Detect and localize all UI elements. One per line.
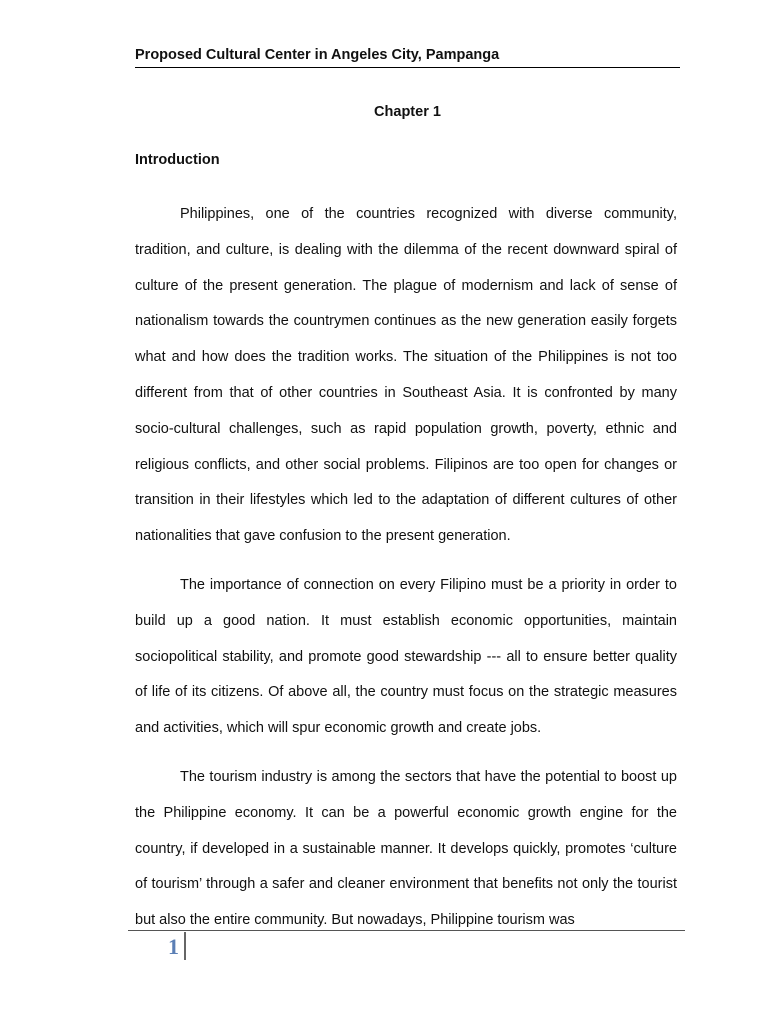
- paragraph: The importance of connection on every Filipino must be a priority in order to build up a good nation. It must establish economic opportunities, maintain sociopolitical stability, and promote good stewardship --- all to ensure better quality of life of its citizens. Of above all, the country must focus on the strategic measures and activities, which will spur economic growth and create jobs.: [135, 576, 677, 737]
- body-text: [135, 197, 677, 939]
- section-heading: Introduction: [135, 152, 220, 168]
- chapter-heading: Chapter 1: [374, 104, 441, 120]
- page-number: 1: [168, 934, 179, 959]
- page-number-separator: [184, 932, 186, 960]
- footer-divider: [128, 930, 685, 931]
- paragraph: Philippines, one of the countries recognized with diverse community, tradition, and culture, is dealing with the dilemma of the recent downward spiral of culture of the present generation. The plague of modernism and lack of sense of nationalism towards the countrymen continues as the new generation easily forgets what and how does the tradition works. The situation of the Philippines is not too different from that of other countries in Southeast Asia. It is confronted by many socio-cultural challenges, such as rapid population growth, poverty, ethnic and religious conflicts, and other social problems. Filipinos are too open for changes or transition in their lifestyles which led to the adaptation of different cultures of other nationalities that gave confusion to the present generation.: [135, 206, 677, 545]
- paragraph: The tourism industry is among the sectors that have the potential to boost up the Philippine economy. It can be a powerful economic growth engine for the country, if developed in a sustainable manner. It develops quickly, promotes ‘culture of tourism’ through a safer and cleaner environment that benefits not only the tourist but also the entire community. But nowadays, Philippine tourism was: [135, 768, 677, 929]
- running-header: Proposed Cultural Center in Angeles City, Pampanga: [135, 45, 680, 68]
